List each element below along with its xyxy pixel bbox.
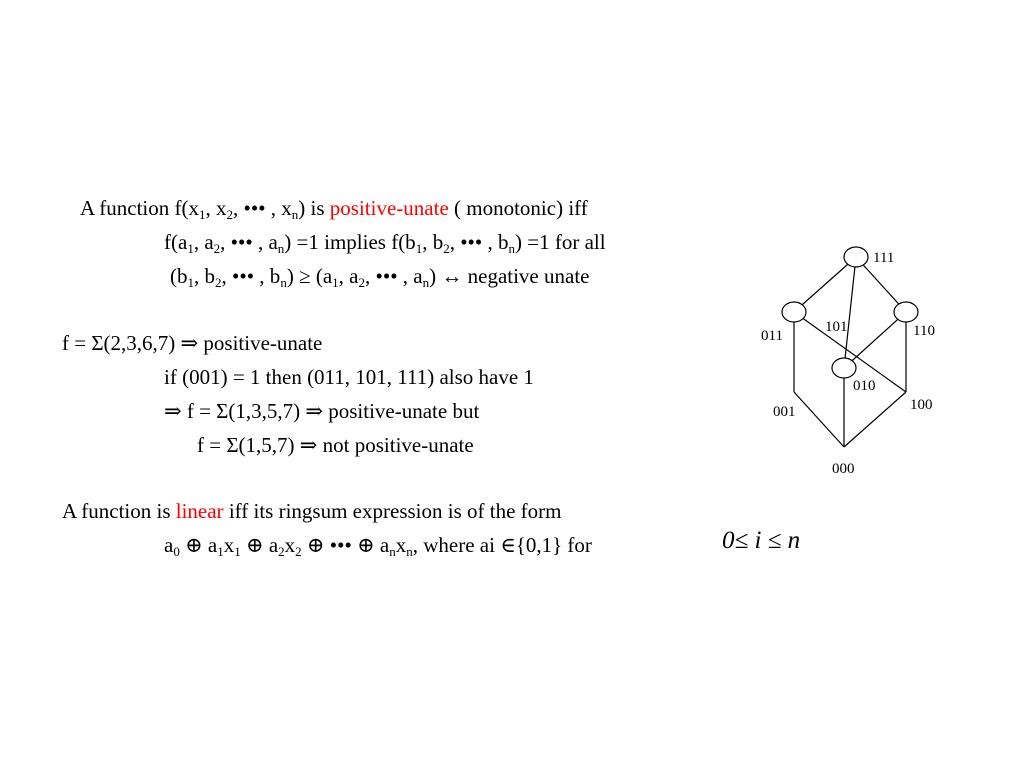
edge-111-101: [844, 257, 856, 368]
example-line-3: ⇒ f = Σ(1,3,5,7) ⇒ positive-unate but: [164, 399, 480, 423]
definition-line-3: ($b_1$, $b_2$, ••• , $b_n) \ge (a_1$, $a_2$, ••• , $a_n$) ↔ negative unate: [170, 264, 590, 290]
cube-edges: [794, 257, 906, 447]
node-011: [782, 302, 806, 322]
definition-line-1: A function $f(x_1$, $x_2$, ••• , $x_n$) is positive-unate ( monotonic) iff: [80, 196, 588, 222]
label-000: 000: [832, 461, 855, 477]
edge-110-010: [844, 312, 906, 368]
linear-term: linear: [175, 499, 224, 523]
definition-line-2: $f(a_1$, $a_2$, ••• , $a_n) =1$ implies $f(b_1$, $b_2$, ••• , $b_n) =1$ for all: [164, 230, 606, 256]
node-center: [832, 358, 856, 378]
index-range-formula: 0≤ i ≤ n: [722, 527, 801, 554]
label-110: 110: [913, 323, 935, 339]
node-110: [894, 302, 918, 322]
label-111: 111: [873, 250, 895, 266]
example-line-2: if (001) = 1 then (011, 101, 111) also have 1: [164, 365, 534, 389]
example-line-4: f = Σ(1,5,7) ⇒ not positive-unate: [197, 433, 474, 457]
label-011: 011: [761, 328, 783, 344]
node-111: [844, 247, 868, 267]
edge-001-000: [794, 392, 844, 447]
edge-100-000: [844, 392, 906, 447]
linear-definition-line-2: $a_0$ ⊕ $a_1x_1$ ⊕ $a_2x_2$ ⊕ ••• ⊕ $a_nx_n$, where ai ∈{0,1} for: [164, 533, 592, 559]
positive-unate-term: positive-unate: [329, 196, 449, 220]
label-010: 010: [853, 378, 876, 394]
linear-definition-line-1: A function is linear iff its ringsum expression is of the form: [62, 499, 562, 523]
label-100: 100: [910, 397, 933, 413]
label-001: 001: [773, 404, 796, 420]
edge-011-010: [794, 312, 906, 392]
edge-111-110: [856, 257, 906, 312]
example-line-1: f = Σ(2,3,6,7) ⇒ positive-unate: [62, 331, 323, 355]
label-101: 101: [825, 319, 848, 335]
cube-nodes: [782, 247, 918, 378]
edge-111-011: [794, 257, 856, 312]
